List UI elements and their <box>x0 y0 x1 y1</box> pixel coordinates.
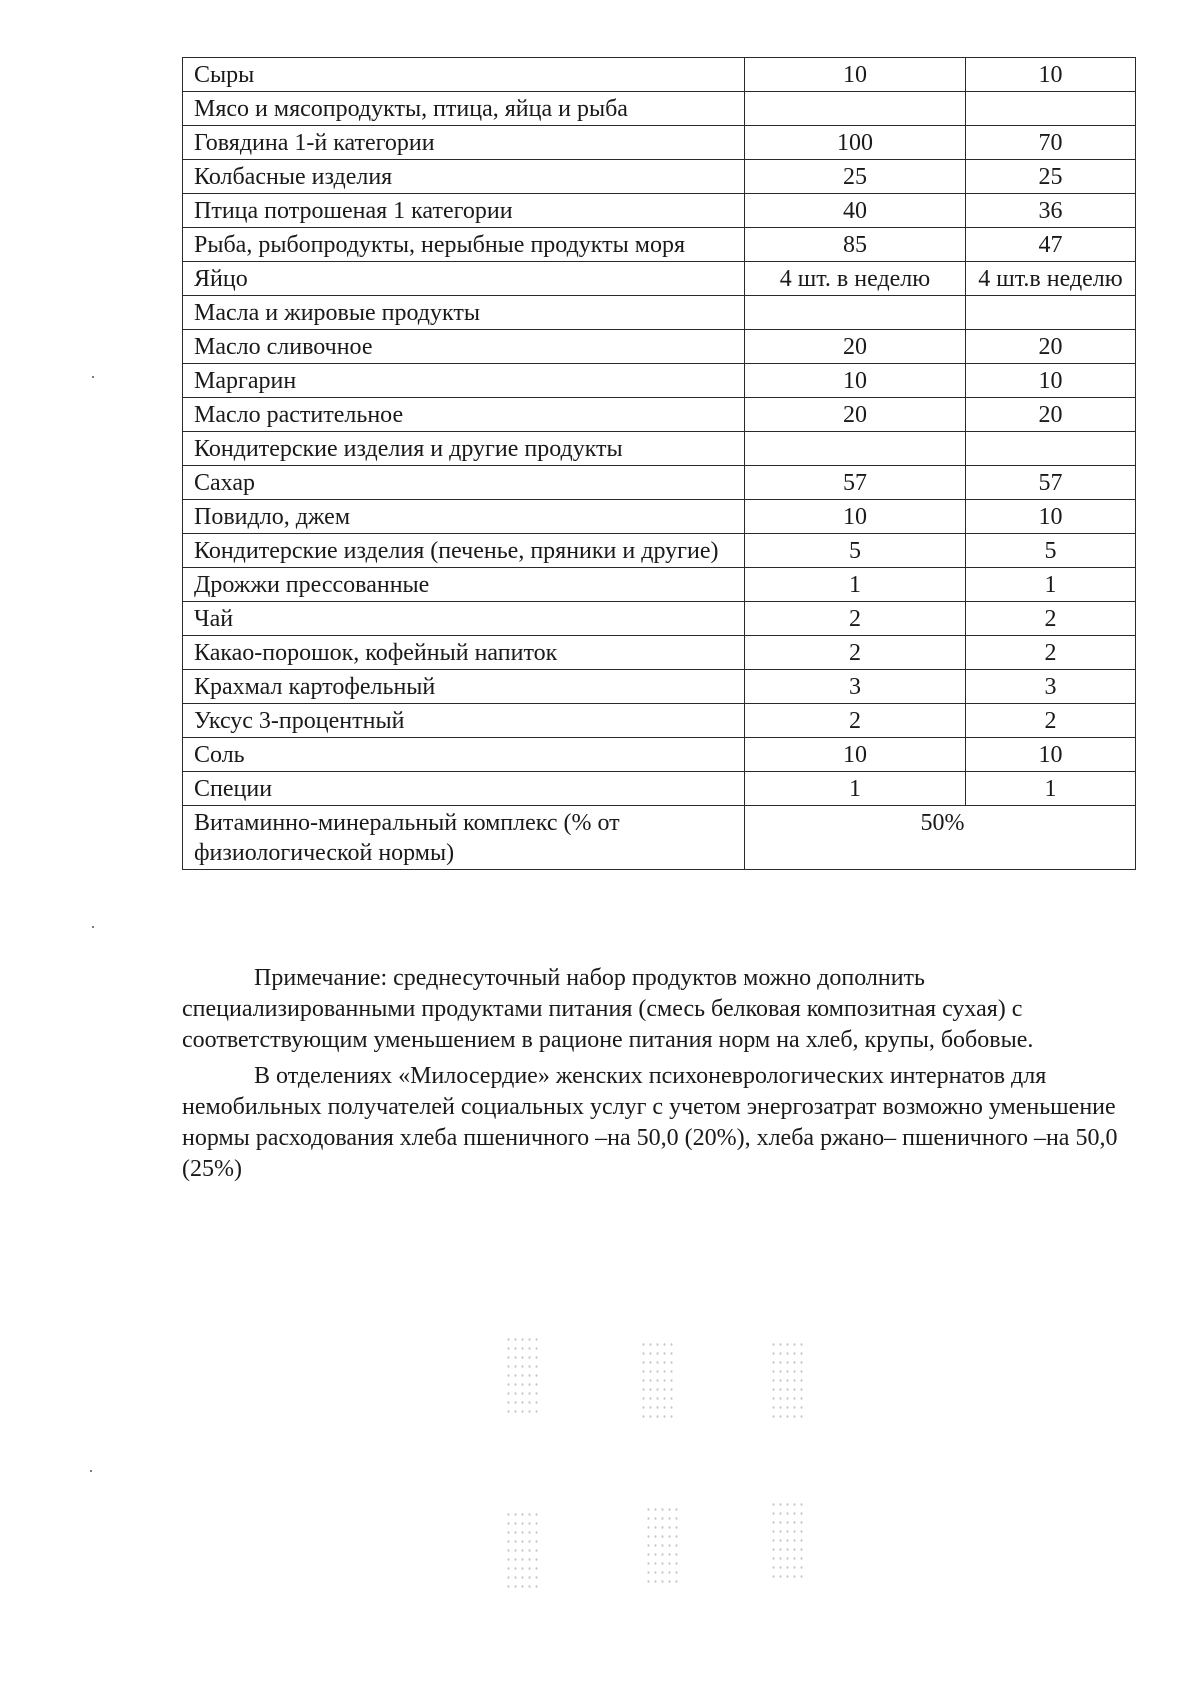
notes-section <box>182 963 1122 1190</box>
norm-value-cell <box>745 92 966 126</box>
category-heading-cell: Кондитерские изделия и другие продукты <box>183 432 745 466</box>
norm-value-cell: 4 шт. в неделю <box>745 262 966 296</box>
norm-value-cell: 10 <box>966 738 1136 772</box>
faded-stamp-mark <box>770 1340 806 1420</box>
product-name-cell: Дрожжи прессованные <box>183 568 745 602</box>
product-name-cell: Масло сливочное <box>183 330 745 364</box>
product-name-cell: Масло растительное <box>183 398 745 432</box>
product-name-cell: Какао-порошок, кофейный напиток <box>183 636 745 670</box>
norm-value-cell: 85 <box>745 228 966 262</box>
norm-value-cell <box>745 296 966 330</box>
product-name-cell: Кондитерские изделия (печенье, пряники и другие) <box>183 534 745 568</box>
product-name-cell: Рыба, рыбопродукты, нерыбные продукты моря <box>183 228 745 262</box>
faded-stamp-mark <box>505 1510 541 1590</box>
norm-value-cell: 2 <box>745 704 966 738</box>
norm-value-cell: 57 <box>745 466 966 500</box>
norm-value-cell: 5 <box>745 534 966 568</box>
table-row <box>183 92 1136 126</box>
table-row <box>183 466 1136 500</box>
norm-value-cell <box>966 92 1136 126</box>
table-row <box>183 58 1136 92</box>
table-row <box>183 398 1136 432</box>
faded-stamp-mark <box>640 1340 676 1420</box>
table-row <box>183 534 1136 568</box>
norm-value-cell: 10 <box>966 364 1136 398</box>
table-row <box>183 228 1136 262</box>
table-row <box>183 432 1136 466</box>
norm-value-cell: 3 <box>745 670 966 704</box>
norm-value-cell: 2 <box>966 704 1136 738</box>
norm-value-cell: 20 <box>966 330 1136 364</box>
table-row <box>183 670 1136 704</box>
norm-value-cell: 20 <box>745 398 966 432</box>
food-norms-table <box>182 57 1136 870</box>
norm-value-cell: 10 <box>745 364 966 398</box>
product-name-cell: Колбасные изделия <box>183 160 745 194</box>
norm-value-cell: 10 <box>966 58 1136 92</box>
scan-speck <box>90 1470 92 1472</box>
table-row <box>183 194 1136 228</box>
norm-value-cell: 1 <box>745 772 966 806</box>
table-row <box>183 126 1136 160</box>
norm-value-cell: 10 <box>745 738 966 772</box>
norm-value-cell: 25 <box>745 160 966 194</box>
norm-value-cell <box>745 432 966 466</box>
table-row <box>183 262 1136 296</box>
product-name-cell: Уксус 3-процентный <box>183 704 745 738</box>
norm-value-cell: 47 <box>966 228 1136 262</box>
product-name-cell: Сыры <box>183 58 745 92</box>
table-row <box>183 296 1136 330</box>
product-name-cell: Соль <box>183 738 745 772</box>
norm-value-cell: 2 <box>745 636 966 670</box>
table-row <box>183 160 1136 194</box>
norm-value-cell: 10 <box>966 500 1136 534</box>
norm-value-cell: 20 <box>966 398 1136 432</box>
norm-value-cell: 20 <box>745 330 966 364</box>
norm-value-cell: 3 <box>966 670 1136 704</box>
category-heading-cell: Мясо и мясопродукты, птица, яйца и рыба <box>183 92 745 126</box>
scan-speck <box>92 376 94 378</box>
norm-value-cell <box>966 296 1136 330</box>
table-row <box>183 330 1136 364</box>
norm-value-cell: 2 <box>966 636 1136 670</box>
table-row <box>183 772 1136 806</box>
norm-value-cell: 2 <box>745 602 966 636</box>
table-row <box>183 704 1136 738</box>
note-paragraph: В отделениях «Милосердие» женских психоневрологических интернатов для немобильных получателей социальных услуг с учетом энергозатрат возможно уменьшение нормы расходования хлеба пшеничного –на 50,0 (20%), хлеба ржано– пшеничного –на 50,0 (25%) <box>182 1063 1118 1182</box>
product-name-cell: Яйцо <box>183 262 745 296</box>
product-name-cell: Специи <box>183 772 745 806</box>
norm-value-cell: 10 <box>745 500 966 534</box>
table-row <box>183 602 1136 636</box>
product-name-cell: Маргарин <box>183 364 745 398</box>
norm-value-cell: 1 <box>966 568 1136 602</box>
norm-value-cell: 1 <box>966 772 1136 806</box>
product-name-cell: Чай <box>183 602 745 636</box>
norm-value-cell: 57 <box>966 466 1136 500</box>
norm-value-cell: 4 шт.в неделю <box>966 262 1136 296</box>
faded-stamp-mark <box>770 1500 806 1580</box>
norm-value-cell <box>966 432 1136 466</box>
category-heading-cell: Масла и жировые продукты <box>183 296 745 330</box>
norm-value-cell: 70 <box>966 126 1136 160</box>
norm-value-cell: 50% <box>745 806 1136 870</box>
product-name-cell: Сахар <box>183 466 745 500</box>
product-name-cell: Крахмал картофельный <box>183 670 745 704</box>
table-row <box>183 738 1136 772</box>
table-row <box>183 500 1136 534</box>
scan-speck <box>92 926 94 928</box>
table-row <box>183 364 1136 398</box>
table-row <box>183 568 1136 602</box>
norm-value-cell: 25 <box>966 160 1136 194</box>
norm-value-cell: 36 <box>966 194 1136 228</box>
norm-value-cell: 100 <box>745 126 966 160</box>
norm-value-cell: 1 <box>745 568 966 602</box>
norm-value-cell: 10 <box>745 58 966 92</box>
product-name-cell: Говядина 1-й категории <box>183 126 745 160</box>
table-row <box>183 636 1136 670</box>
norm-value-cell: 2 <box>966 602 1136 636</box>
faded-stamp-mark <box>505 1335 541 1415</box>
product-name-cell: Витаминно-минеральный комплекс (% от физиологической нормы) <box>183 806 745 870</box>
note-paragraph: Примечание: среднесуточный набор продуктов можно дополнить специализированными продуктами питания (смесь белковая композитная сухая) с соответствующим уменьшением в рационе питания норм на хлеб, крупы, бобовые. <box>182 965 1034 1053</box>
product-name-cell: Повидло, джем <box>183 500 745 534</box>
norm-value-cell: 5 <box>966 534 1136 568</box>
product-name-cell: Птица потрошеная 1 категории <box>183 194 745 228</box>
table-row <box>183 806 1136 870</box>
norm-value-cell: 40 <box>745 194 966 228</box>
faded-stamp-mark <box>645 1505 681 1585</box>
